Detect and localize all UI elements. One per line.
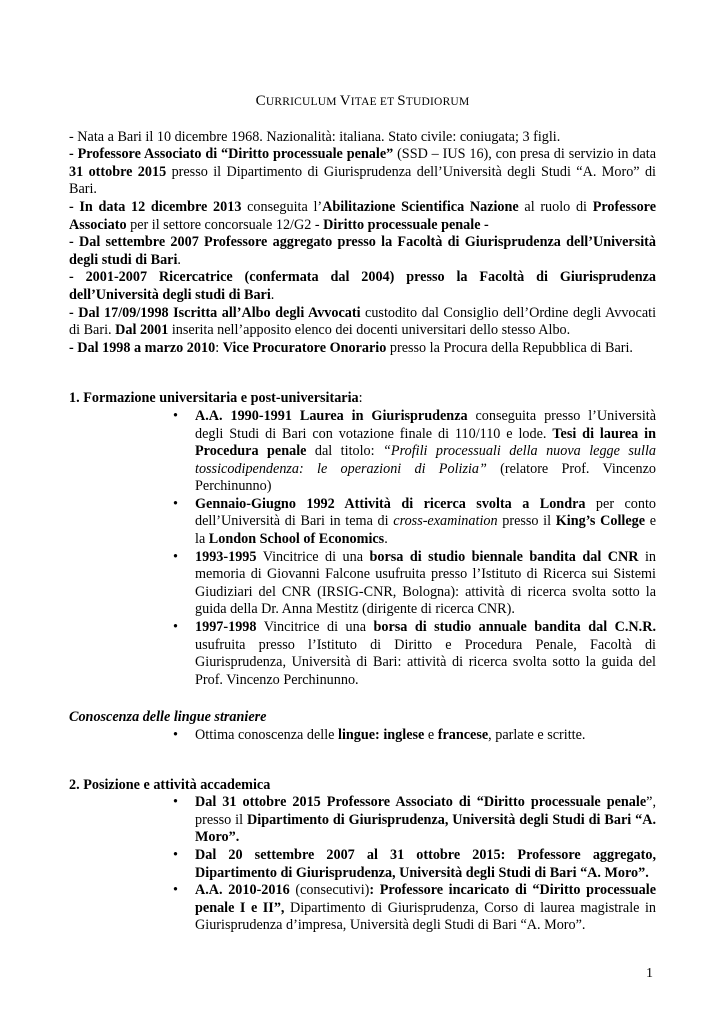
text-run: e la: [195, 513, 657, 548]
text-run: conseguita presso l’Università degli Studi di Bari con votazione finale di 110/110 e lode.: [195, 407, 657, 442]
bullet-icon: •: [173, 882, 178, 899]
text-run: borsa di studio biennale bandita dal CNR: [369, 548, 639, 565]
text-run: 1997-1998: [195, 619, 257, 636]
bullet-icon: •: [173, 619, 178, 636]
text-run: “Profili processuali della nuova legge sulla tossicodipendenza: le operazioni di Polizia”: [195, 443, 656, 477]
text-run: .: [384, 531, 388, 548]
text-run: conseguita l’: [241, 198, 323, 215]
text-run: Diritto processuale penale -: [323, 216, 489, 233]
text-run: borsa di studio annuale bandita dal C.N.R.: [373, 619, 656, 636]
section-heading: Conoscenza delle lingue straniere: [69, 709, 267, 726]
text-run: .: [270, 286, 275, 303]
list-item: [69, 794, 656, 847]
section-heading: 1. Formazione universitaria e post-universitaria:: [69, 390, 363, 407]
intro-line: [69, 234, 656, 269]
text-run: Abilitazione Scientifica Nazione: [322, 198, 519, 215]
page-title: CURRICULUM VITAE ET STUDIORUM: [255, 93, 470, 109]
text-run: Dal 20 settembre 2007 al 31 ottobre 2015: Professore aggregato, Dipartimento di Giurisprudenza, Università degli Studi di Bari “A. Moro”.: [195, 846, 656, 881]
text-run: - Dal 17/09/1998 Iscritta all’Albo degli Avvocati: [69, 304, 361, 321]
text-run: Vincitrice di una: [256, 548, 370, 565]
text-run: - Dal 1998 a marzo 2010: [69, 339, 216, 356]
intro-line: [69, 305, 656, 340]
text-run: London School of Economics: [208, 531, 385, 548]
intro-line: [69, 199, 656, 234]
bullet-icon: •: [173, 846, 178, 863]
text-run: dal titolo:: [306, 443, 384, 460]
text-run: - Professore Associato di “Diritto processuale penale”: [69, 146, 394, 163]
intro-line: [69, 129, 656, 147]
text-run: Tesi di laurea in Procedura penale: [195, 425, 656, 460]
text-run: presso il: [497, 513, 556, 530]
text-run: Dal 31 ottobre 2015 Professore Associato di “Diritto processuale penale: [195, 794, 647, 811]
text-run: , parlate e scritte.: [488, 727, 586, 743]
section-languages: [69, 709, 656, 744]
text-run: A.A. 1990-1991 Laurea in Giurisprudenza: [195, 407, 468, 424]
education-list: [69, 408, 656, 690]
position-list: [69, 794, 656, 935]
text-run: Professore Associato: [69, 198, 656, 233]
text-run: A.A. 2010-2016: [195, 882, 290, 899]
text-run: - In data 12 dicembre 2013: [69, 198, 242, 215]
text-run: al ruolo di: [518, 198, 593, 215]
intro-line: [69, 340, 656, 358]
page-number: 1: [646, 966, 653, 981]
text-run: 1993-1995: [195, 548, 257, 565]
text-run: lingue: inglese: [338, 727, 425, 743]
text-run: 31 ottobre 2015: [69, 163, 167, 180]
text-run: in memoria di Giovanni Falcone usufruita presso l’Istituto di Ricerca sui Sistemi Giudiziari del CNR (IRSIG-CNR, Bologna): attività di ricerca svolta sotto la guida della Dr. Anna Mestitz (dirigente di ricerca CNR).: [195, 548, 656, 618]
languages-list: [69, 727, 656, 745]
text-run: inserita nell’apposito elenco dei docenti universitari dello stesso Albo.: [168, 322, 571, 339]
text-run: e: [424, 727, 438, 743]
text-run: Dipartimento di Giurisprudenza, Università degli Studi di Bari “A. Moro”.: [195, 811, 657, 846]
text-run: per conto dell’Università di Bari in tema di: [195, 495, 657, 530]
bullet-icon: •: [173, 407, 178, 424]
text-run: : Professore incaricato di “Diritto processuale penale I e II”,: [195, 882, 656, 916]
intro-line: [69, 146, 656, 199]
intro-block: [69, 129, 656, 358]
bullet-icon: •: [173, 548, 178, 565]
text-run: presso la Procura della Repubblica di Bari.: [386, 339, 633, 356]
text-run: usufruita presso l’Istituto di Diritto e Procedura Penale, Facoltà di Giurisprudenza, Università di Bari: attività di ricerca svolta sotto la guida del Prof. Vincenzo Perchinunno.: [195, 636, 656, 688]
list-item: [69, 847, 656, 882]
text-run: Dipartimento di Giurisprudenza, Corso di laurea magistrale in Giurisprudenza d’impresa, Università degli Studi di Bari “A. Moro”.: [195, 899, 656, 934]
list-item: [69, 619, 656, 689]
section-education: [69, 390, 656, 689]
text-run: francese: [437, 727, 489, 743]
text-run: Gennaio-Giugno 1992 Attività di ricerca svolta a Londra: [195, 495, 586, 512]
intro-line: [69, 269, 656, 304]
bullet-icon: •: [173, 794, 178, 811]
list-item: [69, 727, 656, 745]
text-run: - Nata a Bari il 10 dicembre 1968. Nazionalità: italiana. Stato civile: coniugata; 3 figli.: [69, 128, 561, 145]
text-run: Dal 2001: [115, 322, 169, 339]
text-run: King’s College: [555, 513, 646, 530]
text-run: .: [177, 251, 181, 268]
list-item: [69, 408, 656, 496]
text-run: Vincitrice di una: [256, 619, 374, 636]
cv-document: [69, 93, 656, 935]
list-item: [69, 549, 656, 619]
text-run: ”, presso il: [195, 794, 656, 828]
list-item: [69, 496, 656, 549]
text-run: presso il Dipartimento di Giurisprudenza dell’Università degli Studi “A. Moro” di Bari.: [69, 163, 656, 198]
bullet-icon: •: [173, 727, 178, 743]
text-run: - Dal settembre 2007 Professore aggregato presso la Facoltà di Giurisprudenza dell’Università degli studi di Bari: [69, 234, 656, 268]
section-heading: 2. Posizione e attività accademica: [69, 776, 271, 793]
text-run: (consecutivi): [289, 882, 370, 899]
list-item: [69, 882, 656, 935]
text-run: per il settore concorsuale 12/G2 -: [126, 216, 324, 233]
text-run: cross-examination: [393, 513, 498, 530]
text-run: custodito dal Consiglio dell’Ordine degli Avvocati di Bari.: [69, 304, 657, 339]
text-run: (relatore Prof. Vincenzo Perchinunno): [195, 460, 656, 495]
text-run: (SSD – IUS 16), con presa di servizio in data: [393, 146, 656, 163]
text-run: Vice Procuratore Onorario: [222, 339, 387, 356]
text-run: Ottima conoscenza delle: [195, 727, 338, 743]
bullet-icon: •: [173, 495, 178, 512]
text-run: - 2001-2007 Ricercatrice (confermata dal 2004) presso la Facoltà di Giurisprudenza dell’Università degli studi di Bari: [69, 269, 656, 303]
section-academic-position: [69, 777, 656, 935]
text-run: :: [215, 339, 223, 356]
